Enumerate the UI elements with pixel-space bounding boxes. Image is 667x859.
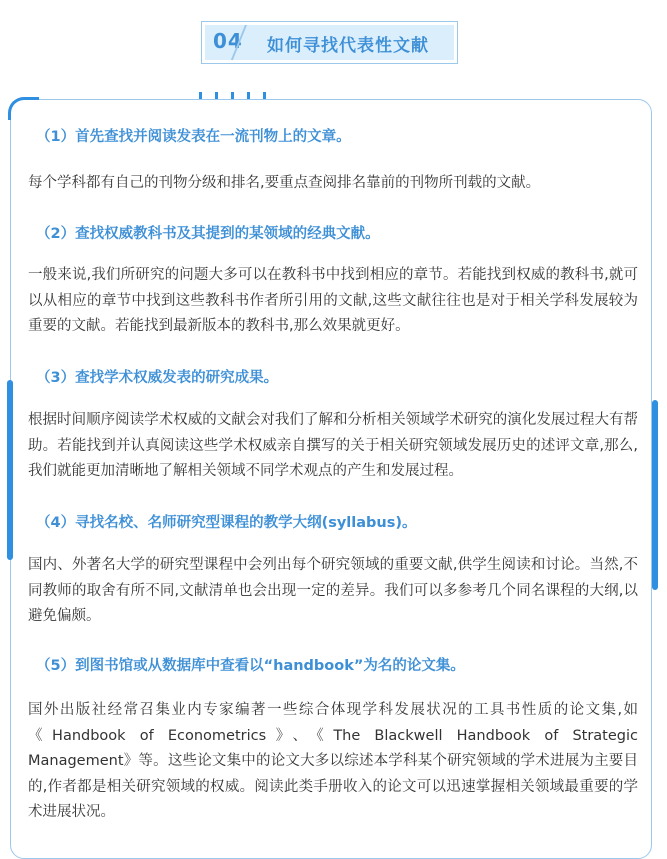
section-heading-4: （4）寻找名校、名师研究型课程的教学大纲(syllabus)。 — [36, 515, 417, 531]
section-heading-5: （5）到图书馆或从数据库中查看以“handbook”为名的论文集。 — [36, 658, 465, 674]
section-body-2: 一般来说,我们所研究的问题大多可以在教科书中找到相应的章节。若能找到权威的教科书,就可以从相应的章节中找到这些教科书作者所引用的文献,这些文献往往也是对于相关学科发展较为重要的文献。若能找到最新版本的教科书,那么效果就更好。 — [28, 267, 638, 334]
section-title: 如何寻找代表性文献 — [267, 36, 429, 56]
section-number: 04 — [213, 29, 243, 53]
section-body-4: 国内、外著名大学的研究型课程中会列出每个研究领域的重要文献,供学生阅读和讨论。当然,不同教师的取舍有所不同,文献清单也会出现一定的差异。我们可以多参考几个同名课程的大纲,以避免偏颇。 — [28, 557, 638, 624]
card-corner-accent — [8, 97, 39, 120]
section-heading-3: （3）查找学术权威发表的研究成果。 — [36, 370, 279, 386]
section-body-1: 每个学科都有自己的刊物分级和排名,要重点查阅排名靠前的刊物所刊载的文献。 — [28, 175, 541, 191]
right-side-accent — [652, 400, 658, 590]
section-heading-1: （1）首先查找并阅读发表在一流刊物上的文章。 — [36, 129, 351, 145]
section-heading-2: （2）查找权威教科书及其提到的某领域的经典文献。 — [36, 226, 380, 242]
section-body-5: 国外出版社经常召集业内专家编著一些综合体现学科发展状况的工具书性质的论文集,如《Handbook of Econometrics》、《The Blackwell Handbook of Strategic Management》等。这些论文集中的论文大多以综述本学科某个研究领域的学术进展为主要目的,作者都是相关研究领域的权威。阅读此类手册收入的论文可以迅速掌握相关领域最重要的学术进展状况。 — [28, 702, 638, 820]
section-badge — [201, 21, 458, 64]
section-body-3: 根据时间顺序阅读学术权威的文献会对我们了解和分析相关领域学术研究的演化发展过程大有帮助。若能找到并认真阅读这些学术权威亲自撰写的关于相关研究领域发展历史的述评文章,那么,我们就能更加清晰地了解相关领域不同学术观点的产生和发展过程。 — [28, 412, 638, 479]
left-side-accent — [7, 380, 13, 560]
